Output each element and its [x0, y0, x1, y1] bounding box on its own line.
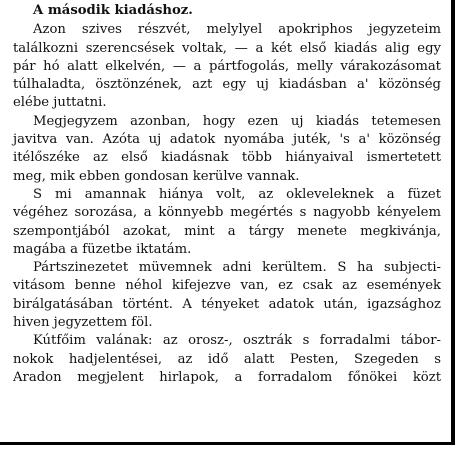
paragraph-1-line-1: Azon szives részvét, melylyel apokriphos jegyzeteim	[33, 22, 441, 38]
paragraph-2-line-1: Megjegyzem azonban, hogy ezen uj kiadás tetemesen	[33, 113, 441, 129]
paragraph-5-line-1: Kútfőim valának: az orosz-, osztrák s forradalmi tábor-	[33, 333, 441, 349]
section-heading: A második kiadáshoz.	[33, 3, 193, 18]
paragraph-2-line-3: itélőszéke az első kiadásnak több hiányaival ismertetett	[13, 150, 441, 166]
paragraph-5-line-3: Aradon megjelent hirlapok, a forradalom főnökei közt	[13, 369, 441, 385]
document-text	[13, 2, 441, 387]
paragraph-4-line-2: vitásom benne néhol kifejezve van, ez csak az események	[13, 278, 441, 294]
paragraph-3-line-3: szempontjából azokat, mint a tárgy menete megkivánja,	[13, 223, 441, 239]
paragraph-1-line-4: túlhaladta, ösztönzének, azt egy uj kiadásban a' közönség	[13, 77, 441, 93]
paragraph-3-line-2: végéhez sorozása, a könnyebb megértés s nagyobb kényelem	[13, 205, 441, 221]
paragraph-3-line-4: magába a füzetbe iktatám.	[13, 241, 192, 257]
paragraph-3-line-1: S mi amannak hiánya volt, az okleveleknek a füzet	[33, 186, 441, 202]
paragraph-1-line-2: találkozni szerencsések voltak, — a két első kiadás alig egy	[13, 40, 441, 56]
paragraph-4-line-4: hiven jegyzettem föl.	[13, 315, 153, 331]
paragraph-1-line-3: pár hó alatt elkelvén, — a pártfogolás, melly várakozásomat	[13, 58, 441, 74]
paragraph-4-line-3: birálgatásában történt. A tényeket adatok után, igazsághoz	[13, 296, 441, 312]
paragraph-5-line-2: nokok hadjelentései, az idő alatt Pesten, Szegeden s	[13, 351, 441, 367]
paragraph-4-line-1: Pártszinezetet müvemnek adni kerültem. S ha subjecti-	[33, 260, 441, 276]
paragraph-2-line-4: meg, mik ebben gondosan kerülve vannak.	[13, 168, 300, 184]
paragraph-2-line-2: javitva van. Azóta uj adatok nyomába juték, 's a' közönség	[13, 132, 441, 148]
paragraph-1-line-5: elébe juttatni.	[13, 95, 107, 111]
